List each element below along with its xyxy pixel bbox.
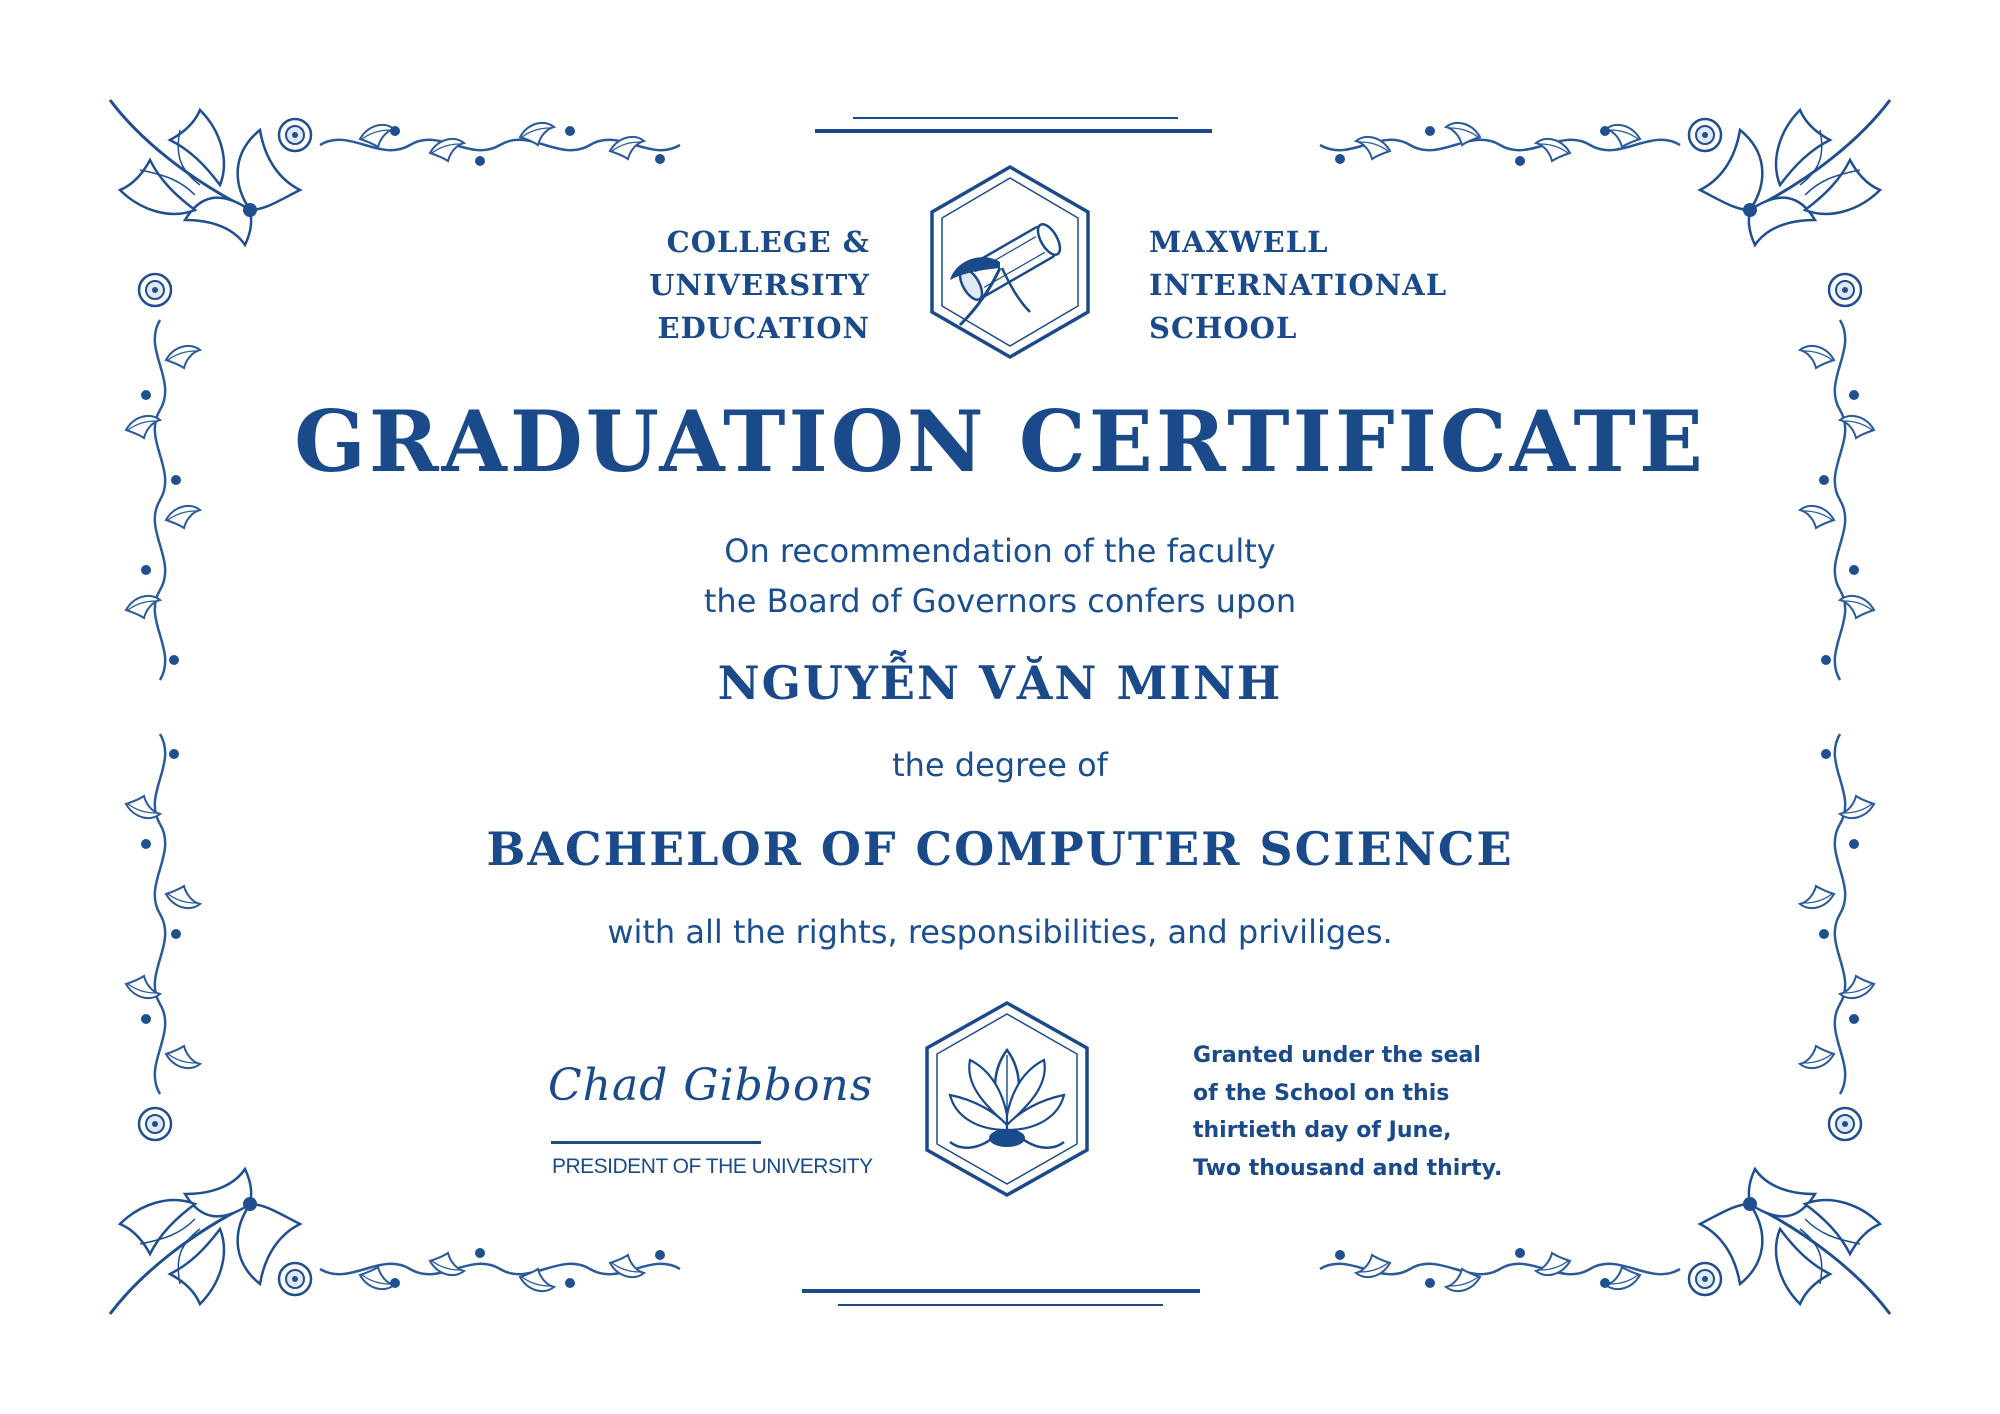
corner-flourish-bottom-left [110,734,680,1314]
signature: Chad Gibbons [548,1060,874,1111]
left-org-line: COLLEGE & [666,225,870,259]
left-org-name [470,221,870,350]
right-org-name [1149,221,1549,350]
right-org-line: SCHOOL [1149,311,1298,345]
left-org-line: UNIVERSITY [649,268,870,302]
certificate-title: GRADUATION CERTIFICATE [294,392,1706,491]
left-org-line: EDUCATION [657,311,870,345]
diploma-scroll-icon [932,167,1088,357]
intro-line-2: the Board of Governors confers upon [703,582,1297,620]
signatory-title: PRESIDENT OF THE UNIVERSITY [552,1155,873,1178]
right-org-line: INTERNATIONAL [1149,268,1448,302]
degree-title: BACHELOR OF COMPUTER SCIENCE [486,822,1514,876]
granted-line: Two thousand and thirty. [1193,1155,1503,1181]
recipient-name: NGUYỄN VĂN MINH [717,656,1283,710]
granted-line: of the School on this [1193,1080,1450,1106]
corner-flourish-bottom-right [1320,734,1890,1314]
granted-statement [1193,1037,1502,1187]
granted-line: Granted under the seal [1193,1043,1481,1068]
degree-intro: the degree of [892,746,1108,784]
right-org-line: MAXWELL [1149,225,1329,259]
rights-line: with all the rights, responsibilities, and priviliges. [607,913,1393,951]
acanthus-leaf-icon [927,1003,1087,1195]
granted-line: thirtieth day of June, [1193,1118,1452,1143]
signature-line [551,1141,761,1144]
intro-line-1: On recommendation of the faculty [724,532,1276,570]
